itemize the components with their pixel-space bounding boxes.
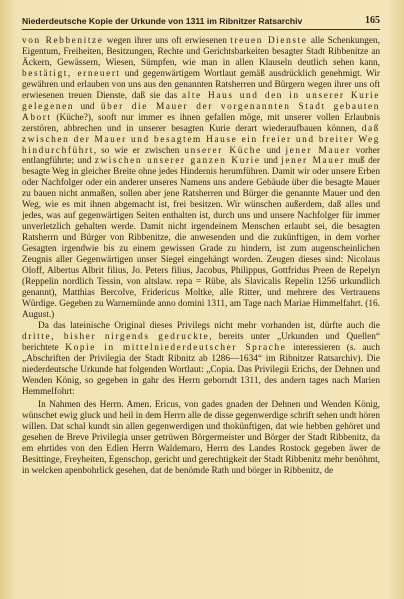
running-title: Niederdeutsche Kopie der Urkunde von 1311 im Ribnitzer Ratsarchiv xyxy=(22,16,303,26)
spaced-text: von Rebbenitze xyxy=(22,36,104,46)
paragraph-translation xyxy=(22,36,380,321)
text-run: In Nahmen des Herrn. Amen. Ericus, von gades gnaden der Dehnen und Wenden König, wünschet ewig gluck und heil in dem Herrn alle de disse gegenwerdige schrift sehen undt hören willen. Dat schal kundt sin allen gegenwerdigen und thokünftigen, dat wie hebben gehöret und gesehen de Breve Privilegia unser getrüwen Börgermeister und Börger der Stadt Ribbenitz, da em ehrtides von den Edlen Herrn Waldemaro, Herrn des Landes Rostock gegeben äwer de Besittinge, Freyheiten, Egenschop, gericht und gerechtigkeit der Stadt Ribbenitz mehr benöhmt, in welcken apenbohrlick gesehen, dat de benömde Rath und börger in Ribbenitz, de xyxy=(22,400,380,477)
paragraph-commentary xyxy=(22,321,380,398)
text-run: , bereits unter „Urkunden und Quellen“ berichtete xyxy=(22,331,381,353)
text-run: vorher entlangführte; und xyxy=(22,145,380,167)
spaced-text: unserer Küche xyxy=(184,145,262,156)
text-run: und gegenwärtigem Wortlaut gemäß ausdrücklich genehmigt. Wir gewähren und erlauben von uns aus den genannten Ratsherren und Bürgern wegen ihrer uns oft erwiesenen treuen Dienste, daß sie das xyxy=(22,68,380,101)
body-text xyxy=(22,36,380,477)
spaced-text: zwischen unserer ganzen Kurie xyxy=(94,156,261,167)
paragraph-low-german xyxy=(22,400,380,477)
text-run: (Küche?), sooft nur immer es ihnen gefallen möge, mit unserer vollen Erlaubnis zerstören, abbrechen und in unserer besagten Kurie derart wiederaufbauen können, xyxy=(22,112,380,134)
text-run: und xyxy=(260,156,282,167)
spaced-text: bestätigt, erneuert xyxy=(22,68,121,79)
text-run: interessieren (s. auch „Abschriften der Privilegia der Stadt Ribnitz ab 1286—1634“ im Ribnitzer Ratsarchiv). Die niederdeutsche Urkunde hat folgenden Wortlaut: „Copia. Das Privilegii Erichs, der Dehnen und Wenden König, so gegeben in gahr des Herrn geborndt 1311, des andern tages nach Marien Hemmelfohrt: xyxy=(22,342,380,397)
text-run: wegen ihrer uns oft erwiesenen xyxy=(103,36,231,46)
spaced-text: über die Mauer der vorgenannten Stadt gebauten Abort xyxy=(22,101,381,123)
spaced-text: daß zwischen der Mauer und besagtem Hause ein freier und breiter Weg xyxy=(22,123,380,145)
text-run: und xyxy=(74,101,101,112)
running-header xyxy=(22,10,380,30)
spaced-text: hindurchführt xyxy=(22,145,94,156)
text-run: und xyxy=(261,145,286,156)
page-number: 165 xyxy=(365,15,380,26)
text-run: Da das lateinische Original dieses Privilegs nicht mehr vorhanden ist, dürfte auch die xyxy=(38,320,380,331)
text-run: muß der besagte Weg in gleicher Breite ohne jedes Hindernis herumführen. Damit wir oder unsere Erben oder Nachfolger oder ein anderer unseres Namens uns andere Gebäude über die besagte Mauer zu bauen nicht anmaßen, sollen aber jene Ratsherren und Bürger die genannte Mauer und den Weg, wie es mit ihnen abgemacht ist, frei besitzen. Wir wünschen außerdem, daß alles und jedes, was auf gegenwärtigen Seiten enthalten ist, durch uns und unsere Nachfolger für immer unverletzlich gehalten werde. Damit nicht irgendeinem Menschen erlaubt sei, die besagten Ratsherrn und Bürger von Ribbenitze, die anwesenden und die zukünftigen, in dem vorher Gesagten irgendwie bis zu einem gewissen Grade zu hindern, ist zum augenscheinlichen Zeugnis aller Gegenwärtigen unser Siegel eingehängt worden. Zeugen dieses sind: Nicolaus Oloff, Albertus Albrit filius, Jo. Peters filius, Jacobus, Philippus, Gottfridus Preen de Repelyn (Reppelin nordlich Tessin, von altslaw. repa = Rübe, als Slavicalis Repelin 1256 urkundlich genannt), Matthias Bercolve, Fridericus Moltke, alle Ritter, und mehrere des Vertrauens Würdige. Gegeben zu Warnemünde anno domini 1311, am Tage nach Mariae Himmelfahrt. (16. August.) xyxy=(22,156,380,320)
text-run: alle Schenkungen, Eigentum, Freiheiten, Besitzungen, Rechte und Gerichtsbarkeiten besagter Stadt Ribbenitze an Äckern, Gewässern, Wiesen, Sümpfen, wie man in allen Klauseln deutlich sehen kann, xyxy=(22,36,380,68)
spaced-text: treuen Dienste xyxy=(230,36,308,46)
spaced-text: dritte, bisher nirgends gedruckte xyxy=(22,331,210,342)
spaced-text: jener Mauer xyxy=(281,156,345,167)
text-run: , so wie er zwischen xyxy=(93,145,185,156)
spaced-text: Kopie in mittelniederdeutscher Sprache xyxy=(65,342,287,353)
spaced-text: alte Haus und den in unserer Kurie gelegenen xyxy=(22,90,381,112)
spaced-text: jener Mauer xyxy=(285,145,351,156)
